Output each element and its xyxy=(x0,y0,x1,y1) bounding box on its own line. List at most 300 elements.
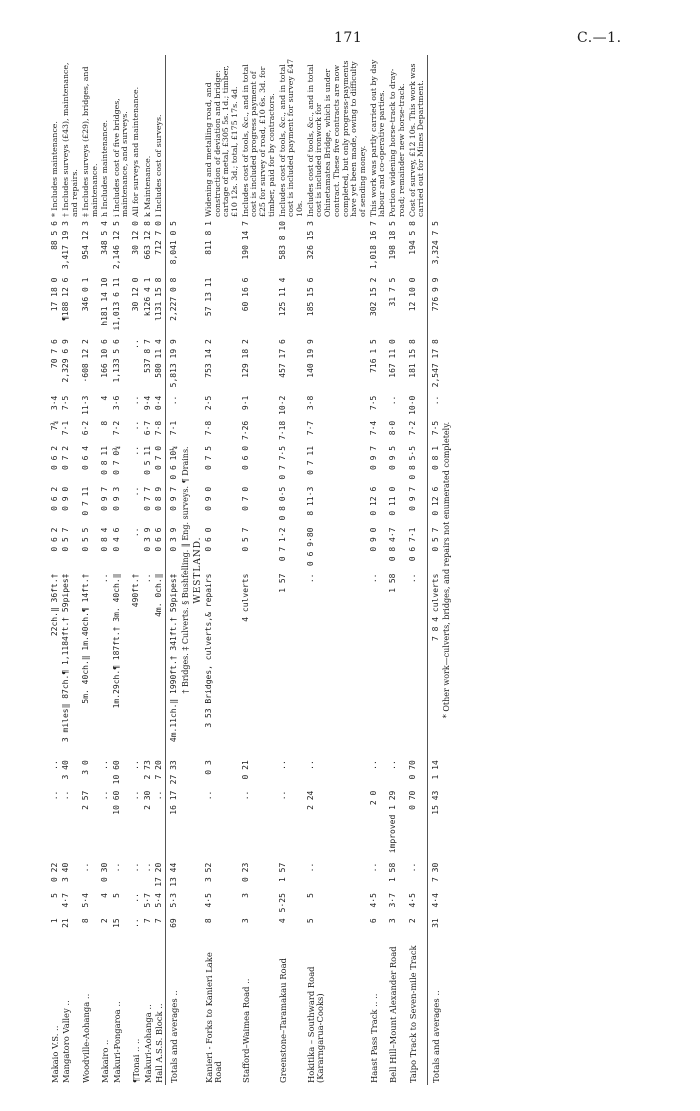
table-row xyxy=(154,55,166,1085)
cell: 4m.11ch.‖ 1990ft.† 341ft.† 59pipes‡ xyxy=(166,572,181,759)
row-note: Includes cost of tools, &c., and in total cost is included ironwork for Ohinetamatea Bridge, which is under contract. These five contracts are now completed, but only progress-payments have yet been made, owing to difficulty of sending money. xyxy=(305,60,367,217)
cell: 3 xyxy=(388,918,398,924)
cell: 7·8 xyxy=(203,420,213,436)
cell: ¶188 12 6 xyxy=(61,277,71,321)
row-name: Totals and averages .. xyxy=(428,931,443,1085)
row-name: Woodville-Aohanga .. xyxy=(80,993,91,1083)
cell: 0 7 0 xyxy=(153,445,163,471)
cell: .. xyxy=(131,918,141,928)
works-table xyxy=(50,55,453,1085)
table-row xyxy=(408,55,428,1085)
cell: 2,329 6 9 xyxy=(61,339,71,383)
cell: 0 8 5·5 xyxy=(407,445,417,480)
cell: .. xyxy=(100,760,110,770)
table-total-1 xyxy=(166,55,181,1085)
cell: 166 10 6 xyxy=(100,339,110,378)
cell: 348 5 4 xyxy=(100,221,110,255)
cell: 7·5 xyxy=(368,395,378,411)
cell: 5 xyxy=(305,893,315,898)
cell: 0 5 7 xyxy=(428,526,443,572)
cell: 4m. 0ch.‖ xyxy=(153,573,163,617)
cell: .. xyxy=(305,760,315,770)
cell: 0 6 4 xyxy=(80,445,90,471)
cell: 8 11·3 xyxy=(305,486,315,516)
cell: 3,417 19 3 xyxy=(61,221,71,270)
cell: 21 xyxy=(61,918,71,928)
table-row xyxy=(278,55,306,1085)
cell: .. xyxy=(153,790,163,801)
cell: 1 xyxy=(50,918,59,924)
cell: .. xyxy=(388,395,398,406)
cell: .. xyxy=(111,862,121,873)
cell: 5·3 xyxy=(166,891,181,916)
cell: ·608 12 2 xyxy=(80,339,90,383)
cell: 129 18 2 xyxy=(240,339,250,378)
cell: 5·7 xyxy=(142,893,152,908)
page-reference: C.—1. xyxy=(577,30,622,46)
cell: 2 24 xyxy=(305,790,315,810)
cell: 2,146 12 5 xyxy=(111,221,121,270)
page-number: 171 xyxy=(334,30,363,46)
cell: 2 57 xyxy=(80,790,90,810)
row-note: This work was partly carried out by day labour and co-operative parties. xyxy=(368,59,387,217)
cell: 0 6 7·1 xyxy=(407,527,417,562)
row-note: h Includes maintenance. xyxy=(100,119,110,217)
cell: 57 13 11 xyxy=(203,277,213,317)
cell: .. xyxy=(131,339,141,349)
cell: 0 8 1 xyxy=(428,444,443,485)
row-note: Cost of survey, £12 10s. This work was carried out for Mines Department. xyxy=(407,63,426,217)
cell: 0 7 5 xyxy=(203,445,213,471)
cell: .. xyxy=(407,862,417,873)
cell: .. xyxy=(100,790,110,801)
totals-row xyxy=(166,55,181,1085)
cell: .. xyxy=(305,862,315,873)
cell: 0 5 5 xyxy=(80,527,90,552)
cell: 9·1 xyxy=(240,395,250,411)
table-row xyxy=(112,55,131,1085)
row-name: Taipo Track to Seven-mile Track xyxy=(407,945,418,1083)
table-row xyxy=(50,55,61,1085)
cell: 0 7 0 xyxy=(240,486,250,511)
cell: 30 12 0 xyxy=(131,221,141,255)
cell: 0 9 0 xyxy=(61,486,71,511)
cell: 0 22 xyxy=(50,862,59,882)
cell: 0 8 4·7 xyxy=(388,527,398,562)
row-name: Makuri-Aohanga .. xyxy=(142,1004,153,1083)
cell: 712 7 0 xyxy=(153,221,163,255)
table-row xyxy=(369,55,388,1085)
cell: .. xyxy=(61,790,71,801)
cell: 0 5 11 xyxy=(142,445,152,475)
cell: 0 9 0 xyxy=(368,527,378,552)
cell: 8 xyxy=(203,918,213,924)
cell: 0 3 9 xyxy=(166,526,181,572)
cell: .. xyxy=(277,790,287,801)
table-row xyxy=(306,55,369,1085)
cell: 1,133 5 6 xyxy=(111,339,121,383)
cell: 811 8 1 xyxy=(203,221,213,255)
cell: 140 19 9 xyxy=(305,339,315,378)
cell: .. xyxy=(131,760,141,770)
cell: 776 9 9 xyxy=(428,276,443,338)
cell: 7·1 xyxy=(166,419,181,444)
cell: 22ch.‖ 36ft.† xyxy=(50,573,59,637)
cell: 1,018 16 7 xyxy=(368,221,378,270)
row-note: l Includes cost of surveys. xyxy=(153,114,163,217)
cell: 10·2 xyxy=(277,395,287,415)
cell: .. xyxy=(131,445,141,456)
cell: 0 9 7 xyxy=(100,486,110,511)
cell: .. xyxy=(100,573,110,584)
cell: 0 21 xyxy=(240,760,250,780)
cell: 7 30 xyxy=(428,861,443,891)
table-row xyxy=(241,55,278,1085)
cell: 0 70 xyxy=(407,760,417,780)
cell: 0 6 0 xyxy=(240,445,250,471)
cell: 1 57 xyxy=(277,862,287,882)
cell: 0 12 6 xyxy=(368,486,378,516)
cell: 2 xyxy=(100,918,110,924)
cell: 3 53 Bridges, culverts,& repairs xyxy=(203,573,213,728)
cell: 190 14 7 xyxy=(240,221,250,260)
cell: 663 12 8 xyxy=(142,221,152,260)
cell: 302 15 2 xyxy=(368,277,378,317)
footnote: * Other work—culverts, bridges, and repairs not enumerated completely. xyxy=(442,421,452,719)
cell: 0 6 9·80 xyxy=(305,527,315,567)
cell: .. xyxy=(80,862,90,873)
cell: 8 xyxy=(100,420,110,426)
cell: 181 15 8 xyxy=(407,339,417,378)
cell: 0 6 2 xyxy=(50,527,59,552)
cell: l131 15 8 xyxy=(153,277,163,321)
cell: 198 18 5 xyxy=(388,221,398,260)
cell: 3·6 xyxy=(111,395,121,411)
rotated-table-area xyxy=(50,55,640,1085)
cell: 3 xyxy=(240,893,250,898)
cell: 7·18 xyxy=(277,420,287,441)
cell: 0 7 0¾ xyxy=(111,445,121,475)
cell: 2 0 xyxy=(368,790,378,806)
cell: .. xyxy=(131,790,141,801)
cell: 7 xyxy=(142,918,152,924)
cell: 0·4 xyxy=(153,395,163,411)
table-row xyxy=(61,55,80,1085)
cell: 7·1 xyxy=(61,420,71,436)
cell: 17 20 xyxy=(153,862,163,887)
cell: 5 xyxy=(50,893,59,898)
cell: .. xyxy=(368,862,378,873)
cell: 8·0 xyxy=(388,420,398,436)
cell: 0 6 6 xyxy=(153,527,163,552)
cell: 0 4 6 xyxy=(111,527,121,552)
cell: .. xyxy=(407,573,417,584)
cell: 346 0 1 xyxy=(80,277,90,312)
row-note xyxy=(166,55,181,219)
cell: 10 60 xyxy=(111,790,121,815)
cell: .. xyxy=(368,760,378,770)
row-name: Totals and averages .. xyxy=(166,931,181,1085)
cell: .. xyxy=(131,420,141,431)
cell: h181 14 10 xyxy=(100,277,110,326)
row-name: Kanieri - Forks to Kanieri Lake Road xyxy=(203,952,224,1083)
table-row xyxy=(143,55,154,1085)
cell: 0 9 5 xyxy=(388,445,398,471)
cell: 27 33 xyxy=(166,758,181,788)
row-note: Widening and metalling road, and construction of deviation and bridge: cartage of metal, £305 5s. 1d.; timber, £10 12s. 3d.; total, £175 17s. 4d. xyxy=(203,65,239,217)
row-note: * Includes maintenance. xyxy=(50,121,59,217)
cell: 6·7 xyxy=(142,420,152,436)
row-note: i Includes cost of five bridges, maintenance, and surveys. xyxy=(111,98,130,217)
row-name: ¶Tonai .. .. xyxy=(131,1038,142,1083)
cell: 15 xyxy=(111,918,121,928)
row-name: Hokitika – Southward Road (Kararngarua-Cooks) xyxy=(305,966,326,1083)
cell: 0 7 11 xyxy=(305,445,315,475)
cell: 16 17 xyxy=(166,789,181,861)
cell: k126 4 1 xyxy=(142,277,152,317)
cell: 7·2 xyxy=(111,420,121,436)
cell: 457 17 6 xyxy=(277,339,287,378)
cell: .. xyxy=(50,760,59,770)
table-row xyxy=(81,55,100,1085)
row-name: Makuri-Pongaroa .. xyxy=(111,1001,122,1083)
cell: 3 miles‖ 87ch.¶ 1,1184ft.† 59pipes‡ xyxy=(61,573,71,743)
row-name: Stafford–Waimea Road .. xyxy=(240,978,251,1083)
cell: 0 6 2 xyxy=(50,486,59,511)
cell: 9·4 xyxy=(142,395,152,411)
cell: 0 7 7 xyxy=(142,486,152,511)
cell: 5·4 xyxy=(153,893,163,908)
cell: 11·3 xyxy=(80,395,90,415)
cell: 10 60 xyxy=(111,760,121,785)
table-row xyxy=(204,55,241,1085)
cell: 2 xyxy=(407,918,417,924)
cell: 0 3 9 xyxy=(142,527,152,552)
table-row xyxy=(100,55,111,1085)
cell: 7 8 4 culverts xyxy=(428,572,443,759)
cell: 3,324 7 5 xyxy=(428,219,443,276)
cell: 7 20 xyxy=(153,760,163,780)
cell: .. xyxy=(166,394,181,419)
cell: 0 7 7·5 xyxy=(277,445,287,480)
cell: 490ft.† xyxy=(131,573,141,608)
cell: 6 xyxy=(368,918,378,924)
table-row xyxy=(388,55,407,1085)
row-note: Includes cost of tools, &c., and in total cost is included progress payment of £25 for survey of road, £10 6s. 3d. for timber, paid for by contractors. xyxy=(240,64,276,217)
row-note: † Includes surveys (£43), maintenance, and repairs. xyxy=(61,62,80,217)
row-note xyxy=(428,55,443,219)
cell: 6·2 xyxy=(80,420,90,436)
table-group-1 xyxy=(50,55,166,1085)
cell: 2,227 0 8 xyxy=(166,276,181,338)
cell: .. xyxy=(428,394,443,419)
cell: 2·5 xyxy=(203,395,213,411)
cell: .. xyxy=(50,790,59,801)
cell: 3 xyxy=(240,918,250,924)
row-note: ‡ Includes surveys (£29), bridges, and maintenance. xyxy=(80,66,99,217)
section-heading: WESTLAND. xyxy=(192,536,203,604)
cell: .. xyxy=(131,862,141,873)
cell: 10·0 xyxy=(407,395,417,415)
cell: 7·8 xyxy=(153,420,163,436)
cell: 537 8 7 xyxy=(142,339,152,373)
cell: 0 6 0 xyxy=(203,527,213,552)
cell: 0 9 0 xyxy=(203,486,213,511)
cell: 0 6 10¼ xyxy=(166,444,181,485)
cell: 3 40 xyxy=(61,760,71,780)
cell: 5m. 40ch.‖ 1m.40ch.¶ 14ft.† xyxy=(80,573,90,704)
cell: .. xyxy=(131,527,141,538)
cell: 1 58 xyxy=(388,862,398,882)
totals-row xyxy=(428,55,443,1085)
cell: 5 xyxy=(305,918,315,924)
row-name: Bell Hill–Mount Alexander Road xyxy=(388,946,399,1083)
cell: .. xyxy=(131,395,141,406)
cell: 1 57 xyxy=(277,573,287,593)
cell: 0 30 xyxy=(100,862,110,882)
cell: 4 xyxy=(100,893,110,898)
cell: 0 5 7 xyxy=(61,527,71,552)
cell: 167 11 0 xyxy=(388,339,398,378)
cell: 8 xyxy=(80,918,90,924)
cell: .. xyxy=(305,573,315,584)
cell: 4·5 xyxy=(368,893,378,908)
row-note: k Maintenance. xyxy=(142,155,152,217)
cell: 4·4 xyxy=(428,891,443,916)
cell: 753 14 2 xyxy=(203,339,213,378)
cell: 15 43 xyxy=(428,789,443,861)
cell: 2 73 xyxy=(142,760,152,780)
cell: 12 10 0 xyxy=(407,277,417,312)
row-name: Makairo .. xyxy=(100,1039,111,1083)
table-total-2 xyxy=(428,55,443,1085)
cell: 2 30 xyxy=(142,790,152,810)
cell: 31 7 5 xyxy=(388,277,398,307)
cell: .. xyxy=(203,790,213,801)
cell: 0 11 0 xyxy=(388,486,398,516)
cell: 125 11 4 xyxy=(277,277,287,317)
cell: 1 58 xyxy=(388,573,398,593)
cell: 0 5 7 xyxy=(240,527,250,552)
cell: 326 15 3 xyxy=(305,221,315,260)
cell: 7 xyxy=(153,918,163,924)
cell: 580 11 4 xyxy=(153,339,163,378)
cell: improved 1 29 xyxy=(388,790,398,854)
row-name: Greenstone–Taramakau Road xyxy=(277,958,288,1083)
cell: 88 5 6 xyxy=(50,221,59,250)
cell: 0 9 7 xyxy=(407,486,417,511)
row-note: Includes cost of tools, &c., and in total cost is included payment for survey £47 10s. xyxy=(277,58,304,217)
cell: 5·4 xyxy=(80,893,90,908)
cell: 7·2 xyxy=(407,420,417,436)
cell: 7·5 xyxy=(61,395,71,411)
row-name: Hall A.S.S. Block .. xyxy=(153,1003,164,1083)
cell: 7·26 xyxy=(240,420,250,441)
cell: 4 xyxy=(277,918,287,924)
table-row xyxy=(131,55,142,1085)
cell: 3·7 xyxy=(388,893,398,908)
cell: .. xyxy=(240,790,250,801)
cell: 5,813 19 9 xyxy=(166,337,181,393)
cell: 4·7 xyxy=(61,893,71,908)
cell: .. xyxy=(368,573,378,584)
cell: 0 8 11 xyxy=(100,445,110,475)
cell: 185 15 6 xyxy=(305,277,315,317)
row-name: Mangatoro Valley .. xyxy=(61,1000,72,1083)
cell: 30 12 0 xyxy=(131,277,141,312)
cell: 0 12 6 xyxy=(428,485,443,526)
cell: .. xyxy=(142,862,152,873)
row-name: Makaio V.S. .. xyxy=(50,1025,60,1083)
cell: 0 23 xyxy=(240,862,250,882)
cell: 0 70 xyxy=(407,790,417,810)
cell: 7·7 xyxy=(305,420,315,436)
cell: .. xyxy=(388,760,398,770)
cell: 1m.29ch.¶ 187ft.† 3m. 40ch.‖ xyxy=(111,573,121,709)
row-note: Portion widening horse-track to dray-road; remainder new horse-track. xyxy=(388,68,406,217)
cell: 0 9 7 xyxy=(166,485,181,526)
cell: 194 5 8 xyxy=(407,221,417,255)
cell: i1,013 6 11 xyxy=(111,277,121,331)
cell: .. xyxy=(131,486,141,497)
cell: 0 9 3 xyxy=(111,486,121,511)
legend-line: † Bridges. ‡ Culverts. § Bushfelling. ‖ Eng. surveys. ¶ Drains. xyxy=(180,446,190,694)
cell: 8,041 0 5 xyxy=(166,219,181,276)
cell: 583 8 10 xyxy=(277,221,287,260)
cell: 0 8 0·5 xyxy=(277,486,287,521)
table-group-2 xyxy=(204,55,428,1085)
cell: 3 0 xyxy=(80,760,90,775)
cell: 0 9 7 xyxy=(368,445,378,471)
cell: 0 6 2 xyxy=(50,445,59,471)
cell: 5·25 xyxy=(277,893,287,913)
cell: 0 7 2 xyxy=(61,445,71,471)
cell: 1 14 xyxy=(428,758,443,788)
cell: 13 44 xyxy=(166,861,181,891)
cell: 2,547 17 8 xyxy=(428,337,443,393)
cell: 0 3 xyxy=(203,760,213,775)
cell: 0 7 1·2 xyxy=(277,527,287,562)
cell: 7·4 xyxy=(368,420,378,436)
cell: 4·5 xyxy=(407,893,417,908)
cell: 70 7 6 xyxy=(50,339,59,369)
cell: .. xyxy=(142,573,152,584)
cell: .. xyxy=(131,893,141,903)
cell: 3·4 xyxy=(50,395,59,411)
cell: 0 8 9 xyxy=(153,486,163,511)
cell: 3 40 xyxy=(61,862,71,882)
cell: 3 52 xyxy=(203,862,213,882)
cell: 17 18 0 xyxy=(50,277,59,312)
cell: 0 8 4 xyxy=(100,527,110,552)
cell: 4 xyxy=(100,395,110,401)
cell: 954 12 3 xyxy=(80,221,90,260)
cell: 69 xyxy=(166,916,181,931)
cell: 716 1 5 xyxy=(368,339,378,373)
cell: 31 xyxy=(428,916,443,931)
cell: 7¾ xyxy=(50,420,59,431)
row-note: All for surveys and maintenance. xyxy=(131,86,141,217)
cell: 0 7 11 xyxy=(80,486,90,516)
cell: 60 16 6 xyxy=(240,277,250,312)
cell: 4 culverts xyxy=(240,573,250,622)
cell: 3·8 xyxy=(305,395,315,411)
cell: 4·5 xyxy=(203,893,213,908)
cell: 7·5 xyxy=(428,419,443,444)
cell: .. xyxy=(277,760,287,770)
row-name: Haast Pass Track .. .. xyxy=(368,993,379,1083)
cell: 5 xyxy=(111,893,121,898)
